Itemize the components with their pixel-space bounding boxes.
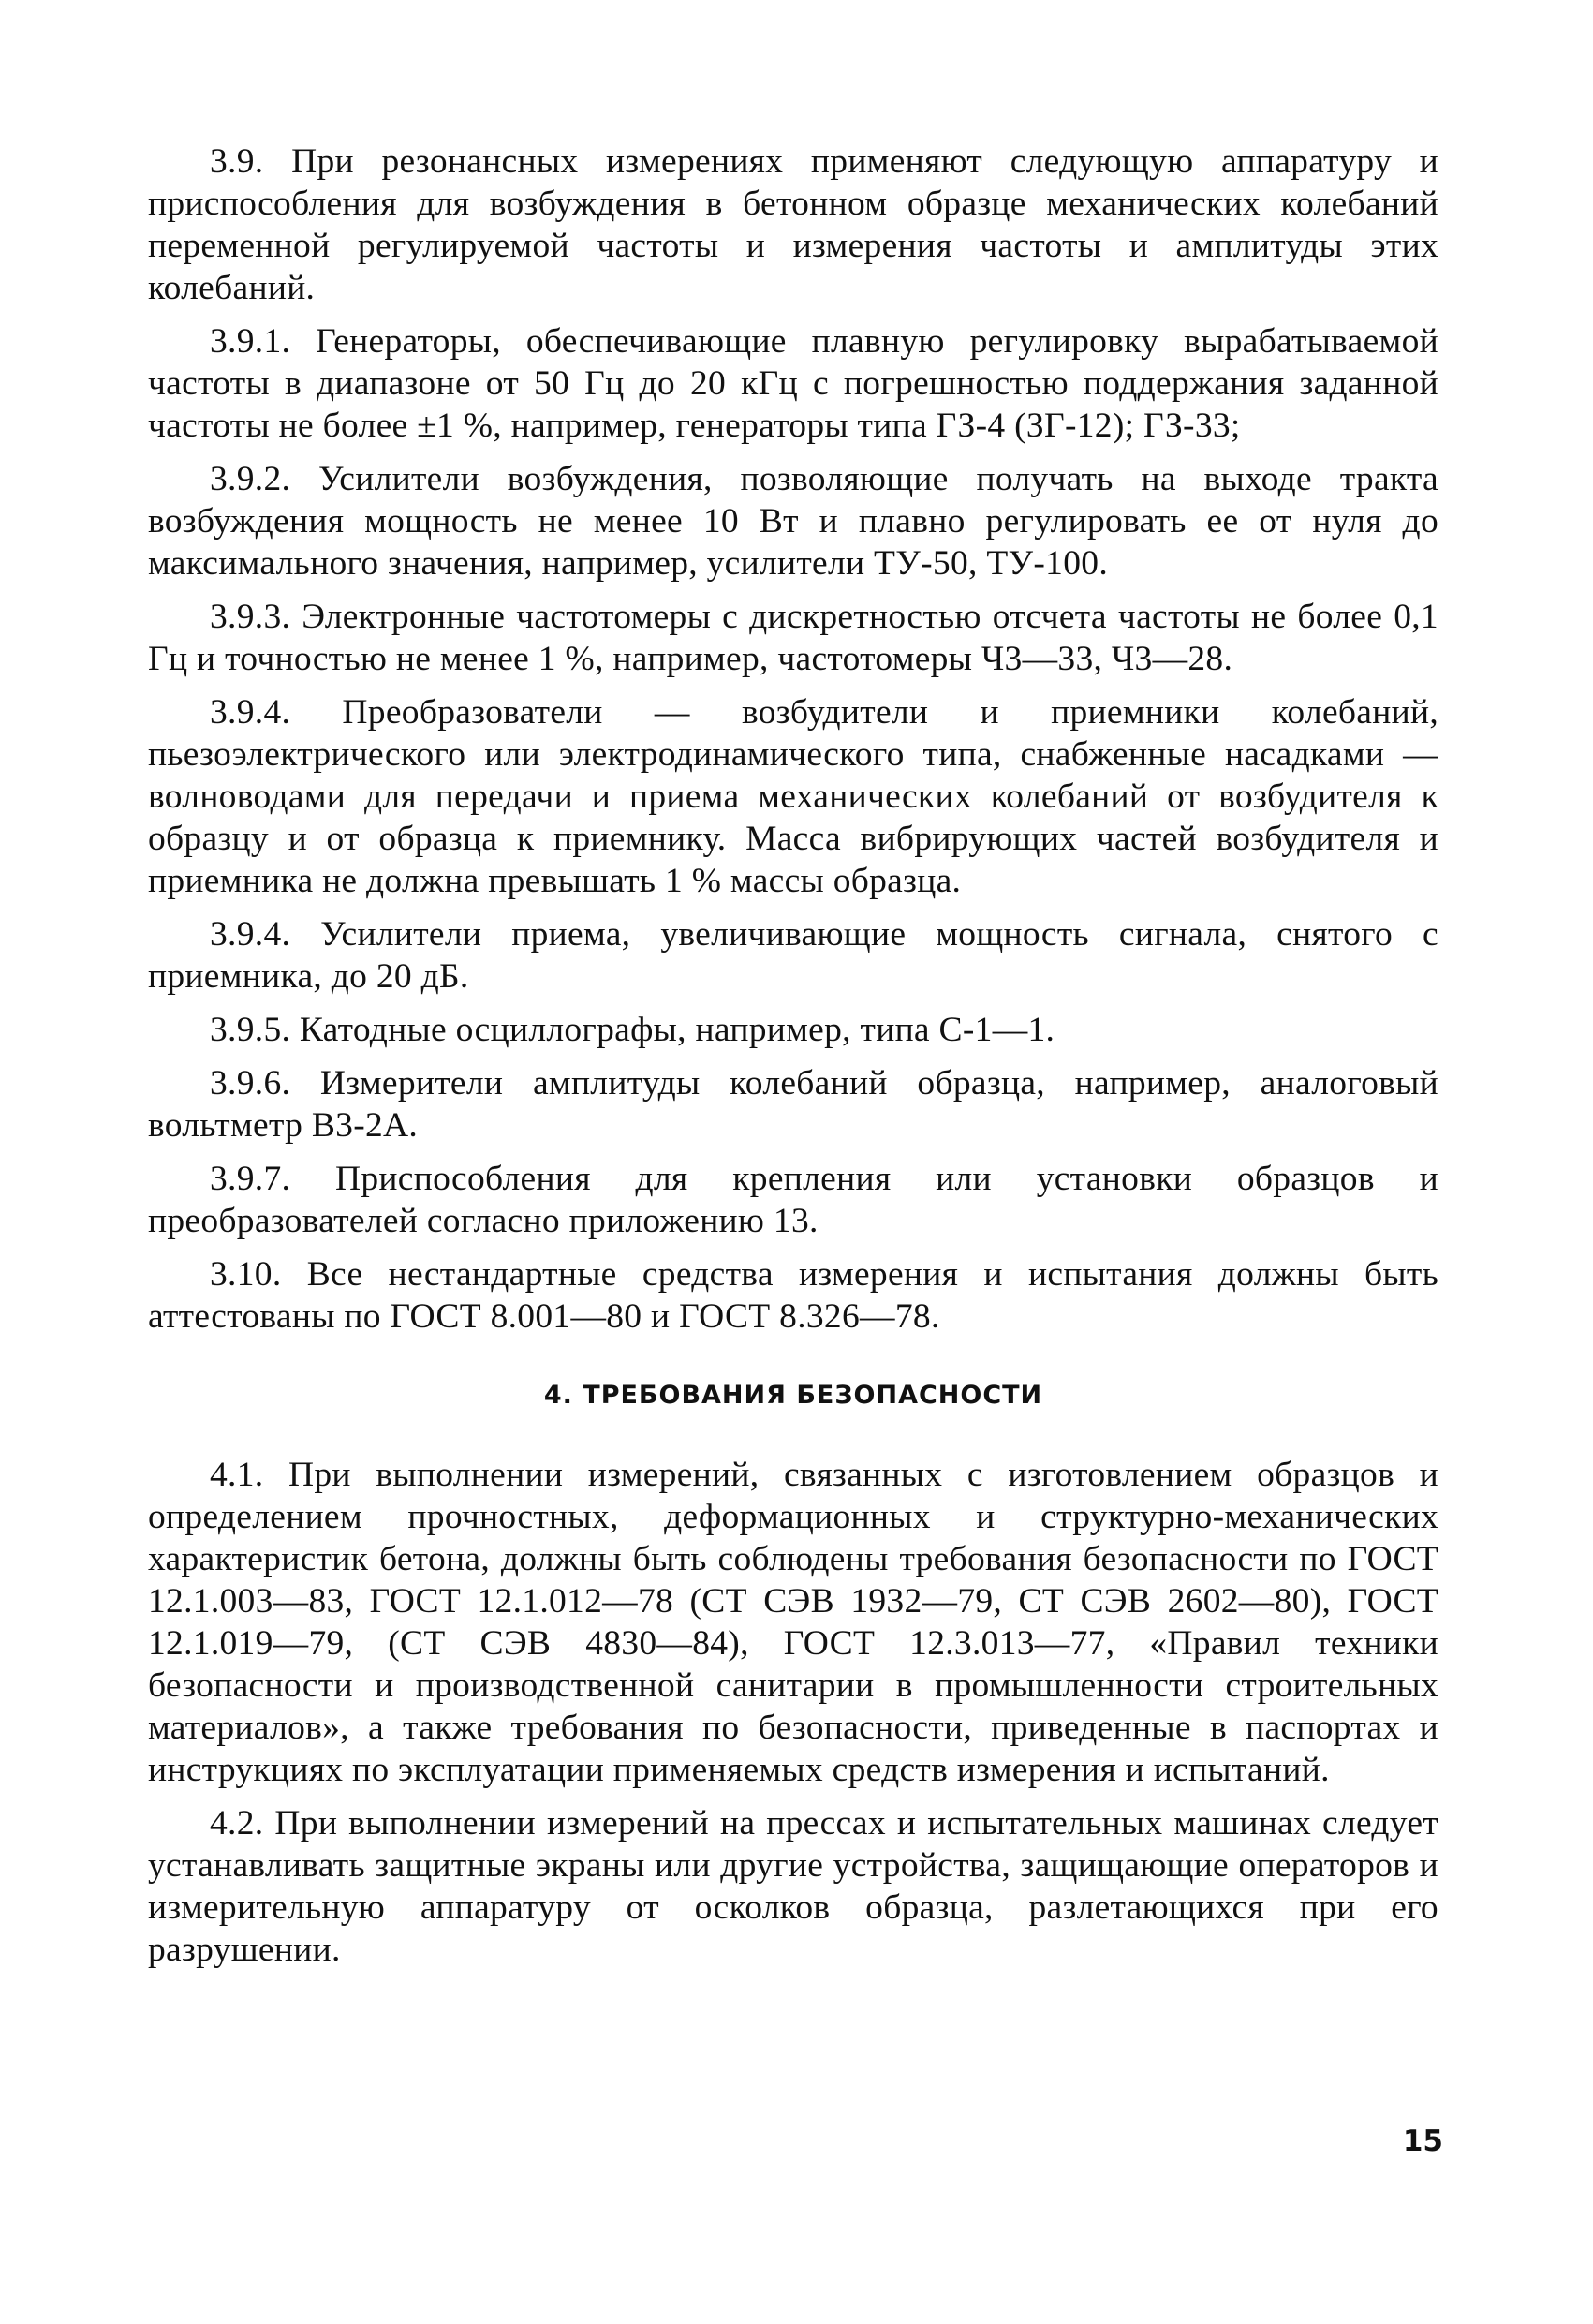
paragraph-4-2: 4.2. При выполнении измерений на прессах и испытательных машинах следует устанавливать защитные экраны или другие устройства, защищающие операторов и измерительную аппаратуру от осколков образца, разлетающихся при его разрушении. xyxy=(148,1804,1438,1969)
paragraph-3-9-5: 3.9.5. Катодные осциллографы, например, типа С-1—1. xyxy=(210,1011,1055,1049)
paragraph-3-9-1: 3.9.1. Генераторы, обеспечивающие плавную регулировку вырабатываемой частоты в диапазоне от 50 Гц до 20 кГц с погрешностью поддержания заданной частоты не более ±1 %, например, генераторы типа ГЗ-4 (ЗГ-12); ГЗ-33; xyxy=(148,322,1438,445)
paragraph-3-9: 3.9. При резонансных измерениях применяют следующую аппаратуру и приспособления для возбуждения в бетонном образце механических колебаний переменной регулируемой частоты и измерения частоты и амплитуды этих колебаний. xyxy=(148,142,1438,307)
paragraph-3-10: 3.10. Все нестандартные средства измерения и испытания должны быть аттестованы по ГОСТ 8.001—80 и ГОСТ 8.326—78. xyxy=(148,1255,1438,1336)
paragraph-4-1: 4.1. При выполнении измерений, связанных с изготовлением образцов и определением прочностных, деформационных и структурно-механических характеристик бетона, должны быть соблюдены требования безопасности по ГОСТ 12.1.003—83, ГОСТ 12.1.012—78 (СТ СЭВ 1932—79, СТ СЭВ 2602—80), ГОСТ 12.1.019—79, (СТ СЭВ 4830—84), ГОСТ 12.3.013—77, «Правил техники безопасности и производственной санитарии в промышленности строительных материалов», а также требования по безопасности, приведенные в паспортах и инструкциях по эксплуатации применяемых средств измерения и испытаний. xyxy=(148,1456,1438,1789)
page-number: 15 xyxy=(1402,2124,1443,2158)
page-body xyxy=(148,141,1438,1982)
paragraph-3-9-4-converters: 3.9.4. Преобразователи — возбудители и приемники колебаний, пьезоэлектрического или электродинамического типа, снабженные насадками — волноводами для передачи и приема механических колебаний от возбудителя к образцу и от образца к приемнику. Масса вибрирующих частей возбудителя и приемника не должна превышать 1 % массы образца. xyxy=(148,693,1438,900)
section-heading-safety: 4. ТРЕБОВАНИЯ БЕЗОПАСНОСТИ xyxy=(543,1381,1043,1410)
paragraph-3-9-3: 3.9.3. Электронные частотомеры с дискретностью отсчета частоты не более 0,1 Гц и точностью не менее 1 %, например, частотомеры Ч3—33, Ч3—28. xyxy=(148,598,1438,678)
paragraph-3-9-7: 3.9.7. Приспособления для крепления или установки образцов и преобразователей согласно приложению 13. xyxy=(148,1160,1438,1240)
paragraph-3-9-2: 3.9.2. Усилители возбуждения, позволяющие получать на выходе тракта возбуждения мощность не менее 10 Вт и плавно регулировать ее от нуля до максимального значения, например, усилители ТУ-50, ТУ-100. xyxy=(148,460,1438,583)
paragraph-3-9-4-amplifiers: 3.9.4. Усилители приема, увеличивающие мощность сигнала, снятого с приемника, до 20 дБ. xyxy=(148,915,1438,996)
paragraph-3-9-6: 3.9.6. Измерители амплитуды колебаний образца, например, аналоговый вольтметр В3-2А. xyxy=(148,1064,1438,1145)
